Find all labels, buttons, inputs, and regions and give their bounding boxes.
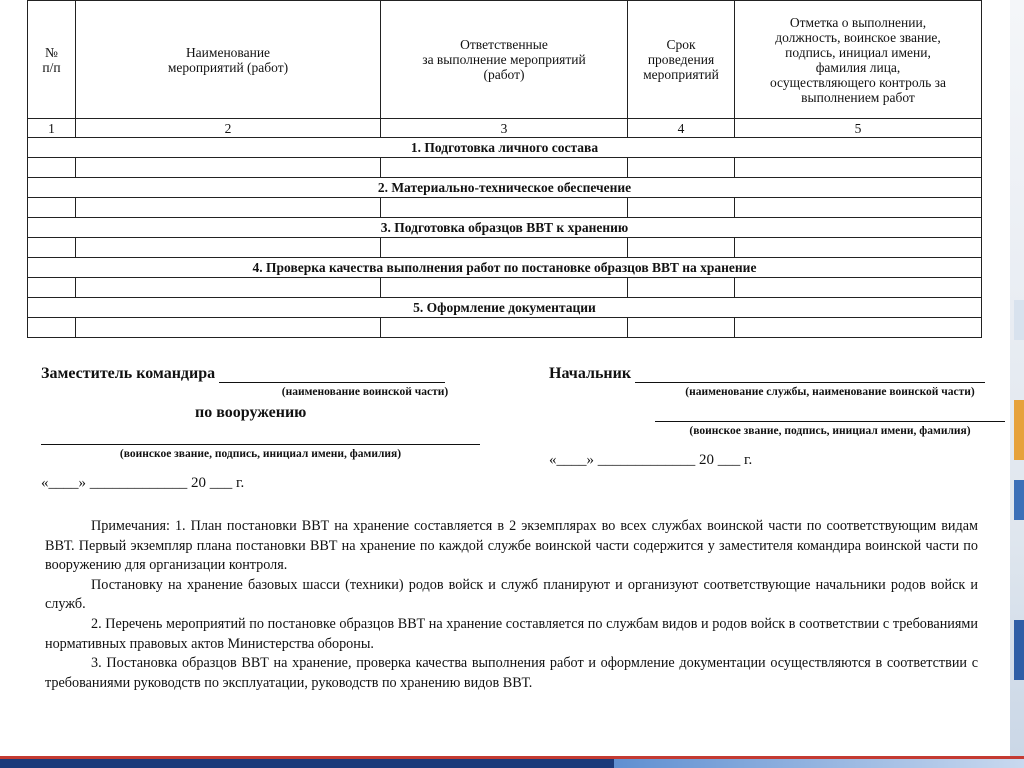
right-sign-title: Начальник (549, 365, 632, 382)
section-title: 3. Подготовка образцов ВВТ к хранению (28, 218, 982, 238)
decor-bar-red (0, 756, 1024, 759)
section-row (28, 258, 982, 278)
header-number: № п/п (28, 1, 76, 119)
header-responsible: Ответственные за выполнение мероприятий (работ) (381, 1, 628, 119)
section-title: 2. Материально-техническое обеспечение (28, 178, 982, 198)
blank-row (28, 198, 982, 218)
section-title: 4. Проверка качества выполнения работ по постановке образцов ВВТ на хранение (28, 258, 982, 278)
note-text-1: : 1. План постановки ВВТ на хранение составляется в 2 экземплярах во всех службах воинской части по соответствующим видам ВВТ. Первый экземпляр плана постановки ВВТ на хранение по каждой службе воинской части содержится у заместителя командира воинской части по вооружению для организации контроля. (45, 518, 978, 574)
blank-cell (735, 198, 982, 218)
section-row (28, 218, 982, 238)
blank-cell (735, 278, 982, 298)
section-title: 5. Оформление документации (28, 298, 982, 318)
blank-row (28, 158, 982, 178)
blank-cell (735, 158, 982, 178)
decor-block (1014, 480, 1024, 520)
right-person-caption: (воинское звание, подпись, инициал имени, фамилия) (689, 425, 971, 437)
section-title: 1. Подготовка личного состава (28, 138, 982, 158)
section-row (28, 298, 982, 318)
header-activity: Наименование мероприятий (работ) (76, 1, 381, 119)
blank-cell (381, 198, 628, 218)
column-number: 1 (28, 119, 76, 138)
blank-cell (28, 158, 76, 178)
blank-cell (628, 278, 735, 298)
unit-name-field[interactable] (219, 365, 445, 383)
blank-cell (381, 278, 628, 298)
column-number: 2 (76, 119, 381, 138)
blank-cell (28, 198, 76, 218)
column-numbers-row (28, 119, 982, 138)
note-paragraph-1 (45, 517, 978, 576)
notes-block (45, 517, 978, 693)
left-unit-caption: (наименование воинской части) (281, 386, 449, 398)
decor-block (1014, 620, 1024, 680)
blank-cell (381, 238, 628, 258)
notes-label: Примечания (91, 518, 166, 534)
blank-cell (381, 158, 628, 178)
blank-cell (76, 198, 381, 218)
blank-row (28, 318, 982, 338)
blank-cell (76, 158, 381, 178)
plan-table (27, 0, 982, 338)
blank-cell (381, 318, 628, 338)
left-date-field[interactable]: «____» _____________ 20 ___ г. (41, 475, 245, 491)
right-date-field[interactable]: «____» _____________ 20 ___ г. (549, 452, 753, 468)
table-header-row (28, 1, 982, 119)
right-person-field[interactable] (655, 405, 1005, 422)
left-sign-title: Заместитель командира (41, 365, 216, 382)
blank-cell (628, 158, 735, 178)
header-deadline: Срок проведения мероприятий (628, 1, 735, 119)
blank-cell (76, 278, 381, 298)
blank-cell (628, 318, 735, 338)
section-row (28, 178, 982, 198)
decor-block (1014, 300, 1024, 340)
blank-cell (735, 318, 982, 338)
decorative-edge-strip (1010, 0, 1024, 768)
header-completion-mark: Отметка о выполнении, должность, воинское звание, подпись, инициал имени, фамилия лица, осуществляющего контроль за выполнением работ (735, 1, 982, 119)
blank-cell (28, 318, 76, 338)
blank-cell (735, 238, 982, 258)
blank-cell (76, 238, 381, 258)
right-sign-title-line (549, 365, 985, 383)
note-paragraph-4: 3. Постановка образцов ВВТ на хранение, проверка качества выполнения работ и оформление документации осуществляются в соответствии с требованиями руководств по эксплуатации, руководств по хранению видов ВВТ. (45, 655, 978, 691)
blank-row (28, 278, 982, 298)
blank-row (28, 238, 982, 258)
service-name-field[interactable] (635, 365, 985, 383)
right-unit-caption: (наименование службы, наименование воинской части) (685, 386, 975, 398)
decor-block (1014, 400, 1024, 460)
column-number: 3 (381, 119, 628, 138)
left-person-field[interactable] (41, 430, 480, 445)
column-number: 5 (735, 119, 982, 138)
note-paragraph-2: Постановку на хранение базовых шасси (техники) родов войск и служб планируют и организуют соответствующие начальники родов войск и служб. (45, 576, 978, 613)
note-paragraph-3: 2. Перечень мероприятий по постановке образцов ВВТ на хранение составляется по службам видов и родов войск в соответствии с требованиями нормативных правовых актов Министерства обороны. (45, 615, 978, 652)
left-person-caption: (воинское звание, подпись, инициал имени, фамилия) (119, 448, 402, 460)
blank-cell (628, 238, 735, 258)
section-row (28, 138, 982, 158)
blank-cell (28, 278, 76, 298)
blank-cell (628, 198, 735, 218)
left-sign-subtitle: по вооружению (195, 404, 307, 421)
blank-cell (76, 318, 381, 338)
decorative-bottom-bar (0, 756, 1024, 768)
column-number: 4 (628, 119, 735, 138)
blank-cell (28, 238, 76, 258)
left-sign-title-line (41, 365, 445, 383)
